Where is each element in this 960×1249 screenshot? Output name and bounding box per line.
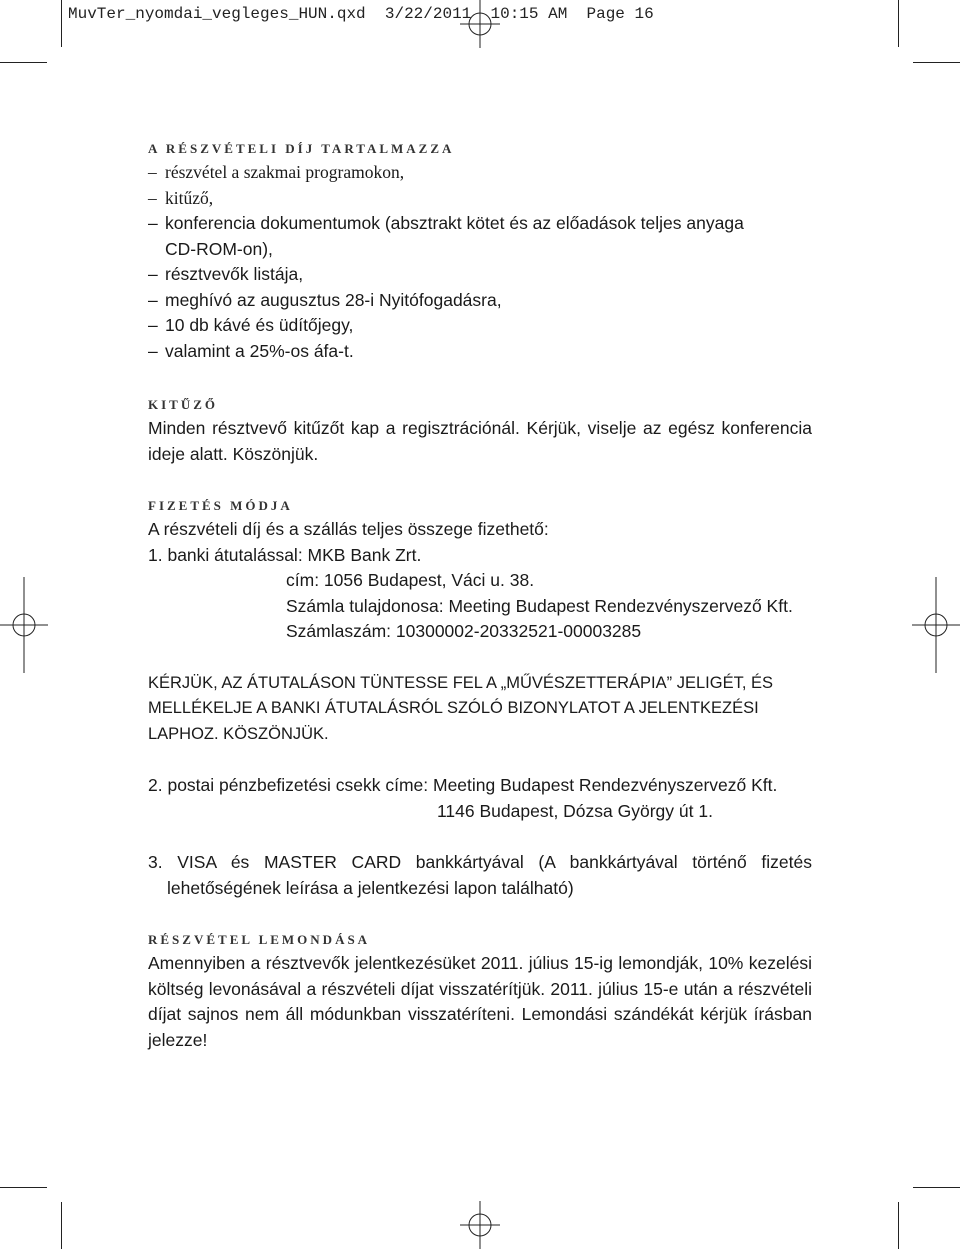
crop-mark [898, 1202, 899, 1249]
bank-transfer-line: 1. banki átutalással: MKB Bank Zrt. [148, 544, 422, 565]
list-item: – konferencia dokumentumok (absztrakt kötet és az előadások teljes anyaga [148, 213, 744, 233]
postal-address: 1146 Budapest, Dózsa György út 1. [437, 800, 713, 821]
crop-mark [898, 0, 899, 47]
account-owner: Számla tulajdonosa: Meeting Budapest Rendezvényszervező Kft. [286, 595, 793, 616]
registration-mark-icon [456, 1201, 504, 1249]
crop-mark [913, 62, 960, 63]
cancellation-text: Amennyiben a résztvevők jelentkezésüket 2011. július 15-ig lemondják, 10% kezelési költség levonásával a részvételi díjat visszatérítjük. 2011. július 15-e után a részvételi díjat sajnos nem áll módunkban visszatéríteni. Lemondási szándékát kérjük írásban jelezze! [148, 953, 812, 1050]
registration-mark-icon [456, 0, 504, 48]
cancellation-heading: RÉSZVÉTEL LEMONDÁSA [148, 932, 371, 947]
badge-heading: KITŰZŐ [148, 397, 219, 412]
list-item: – 10 db kávé és üdítőjegy, [148, 315, 354, 335]
card-payment-line: 3. VISA és MASTER CARD bankkártyával (A bankkártyával történő fizetés lehetőségének leírása a jelentkezési lapon található) [148, 852, 812, 898]
list-item: – résztvevők listája, [148, 264, 304, 284]
list-item: – kitűző, [148, 187, 214, 208]
slug-page: Page 16 [586, 5, 654, 23]
badge-text: Minden résztvevő kitűzőt kap a regisztrációnál. Kérjük, viselje az egész konferencia ideje alatt. Köszönjük. [148, 418, 812, 464]
payment-heading: FIZETÉS MÓDJA [148, 498, 293, 513]
slug-filename: MuvTer_nyomdai_vegleges_HUN.qxd [68, 5, 366, 23]
list-item: – valamint a 25%-os áfa-t. [148, 340, 354, 361]
list-item: – meghívó az augusztus 28-i Nyitófogadásra, [148, 289, 502, 310]
registration-mark-icon [912, 577, 960, 673]
postal-payment-line: 2. postai pénzbefizetési csekk címe: Meeting Budapest Rendezvényszervező Kft. [148, 775, 778, 795]
payment-intro: A részvételi díj és a szállás teljes összege fizethető: [148, 519, 549, 539]
crop-mark [0, 62, 47, 63]
slug-time: 10:15 AM [490, 5, 568, 23]
crop-mark [0, 1187, 47, 1188]
list-item-continuation: CD-ROM-on), [165, 238, 273, 259]
account-number: Számlaszám: 10300002-20332521-00003285 [286, 621, 642, 641]
included-list [148, 160, 812, 364]
crop-mark [913, 1187, 960, 1188]
crop-mark [61, 0, 62, 47]
included-heading: A RÉSZVÉTELI DÍJ TARTALMAZZA [148, 141, 455, 156]
page-content [148, 138, 812, 1053]
bank-address: cím: 1056 Budapest, Váci u. 38. [286, 570, 535, 590]
slug-date: 3/22/2011 [384, 5, 472, 23]
registration-mark-icon [0, 577, 48, 673]
crop-mark [61, 1202, 62, 1249]
transfer-notice: KÉRJÜK, AZ ÁTUTALÁSON TÜNTESSE FEL A „MŰVÉSZETTERÁPIA” JELIGÉT, ÉS MELLÉKELJE A BANKI ÁTUTALÁSRÓL SZÓLÓ BIZONYLATOT A JELENTKEZÉSI LAPHOZ. KÖSZÖNJÜK. [148, 673, 774, 743]
list-item: – részvétel a szakmai programokon, [148, 162, 405, 182]
slug-line [68, 5, 654, 23]
